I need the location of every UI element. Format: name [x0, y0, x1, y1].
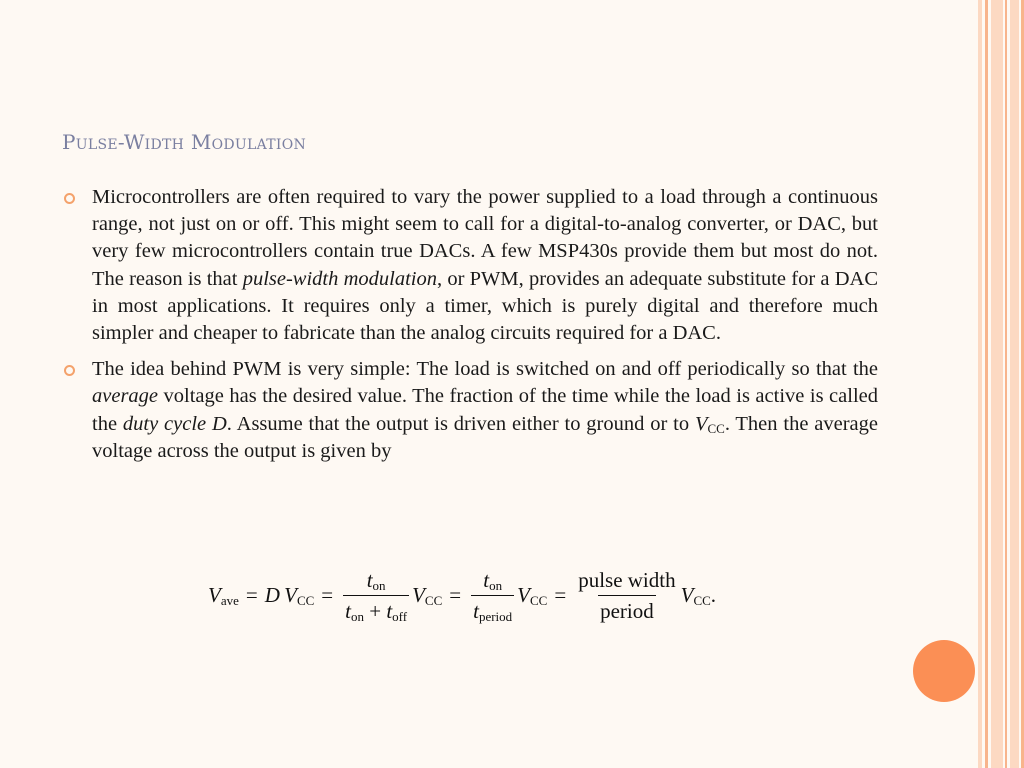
fraction-numerator: $t_{on}$: [366, 567, 386, 593]
bullet-ring-icon: [64, 365, 75, 376]
eq-fraction-ton-over-sum: [343, 567, 409, 624]
bullet-ring-icon: [64, 193, 75, 204]
eq-equals: =: [245, 582, 258, 607]
decor-stripe: [985, 0, 988, 768]
decor-circle: [913, 640, 975, 702]
bullet-text: The idea behind PWM is very simple: The load is switched on and off periodically so that the average voltage has the desired value. The fraction of the time while the load is active is called the duty cycle D. Assume that the output is driven either to ground or to $V_{CC}$. Then the average voltage across the output is given by: [92, 358, 878, 462]
fraction-denominator: $t_{on} + t_{off}$: [343, 595, 409, 624]
eq-equals: =: [554, 582, 567, 607]
decor-stripe: [991, 0, 1003, 768]
pwm-average-voltage-equation: [208, 562, 716, 628]
eq-vcc: $V_{CC}$.: [680, 582, 717, 608]
eq-equals: =: [321, 582, 334, 607]
fraction-denominator: $t_{period}$: [471, 595, 514, 624]
slide-title: Pulse-Width Modulation: [62, 130, 307, 154]
eq-vcc: $V_{CC}$: [517, 582, 548, 608]
eq-d-vcc: D $V_{CC}$: [264, 582, 315, 608]
eq-equals: =: [449, 582, 462, 607]
bullet-item: [62, 184, 878, 347]
eq-fraction-ton-over-tperiod: [471, 567, 514, 624]
eq-vcc: $V_{CC}$: [412, 582, 443, 608]
decor-stripe: [1010, 0, 1019, 768]
fraction-numerator: $t_{on}$: [483, 567, 503, 593]
fraction-numerator: pulse width: [578, 567, 676, 592]
bullet-text: Microcontrollers are often required to vary the power supplied to a load through a continuous range, not just on or off. This might seem to call for a digital-to-analog converter, or DAC, but very few microcontrollers contain true DACs. A few MSP430s provide them but most do not. The reason is that pulse-width modulation, or PWM, provides an adequate substitute for a DAC in most applications. It requires only a timer, which is purely digital and therefore much simpler and cheaper to fabricate than the analog circuits required for a DAC.: [92, 186, 878, 345]
decor-stripe: [978, 0, 982, 768]
decor-stripe: [1005, 0, 1007, 768]
fraction-denominator: period: [598, 595, 656, 624]
eq-fraction-pulsewidth-over-period: [576, 567, 677, 624]
bullet-item: [62, 356, 878, 465]
eq-vave: $V_{ave}$: [208, 582, 239, 608]
bullet-list: [62, 184, 878, 474]
